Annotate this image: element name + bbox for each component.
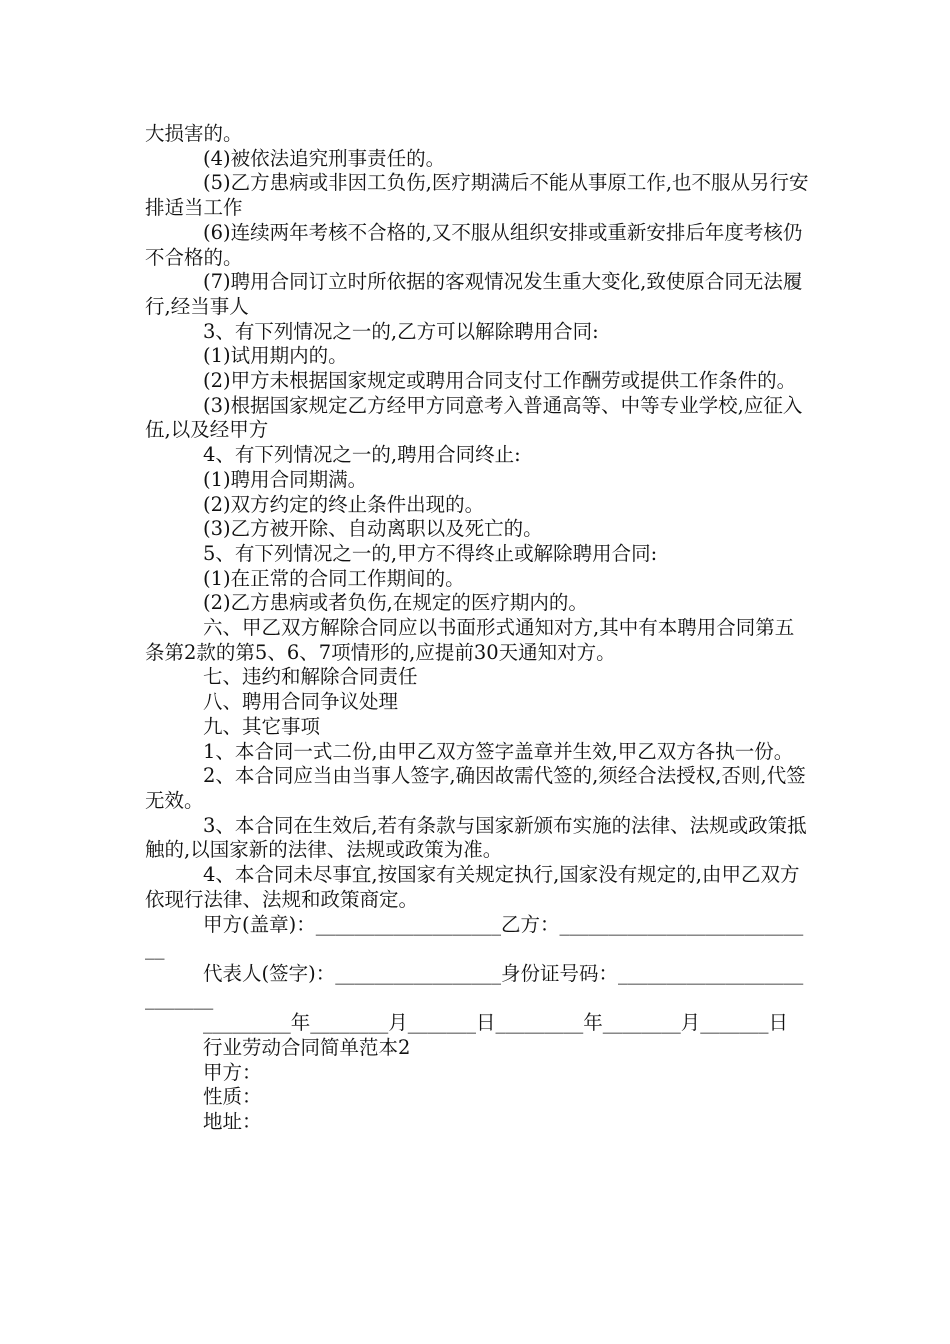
paragraph-20: 九、其它事项 bbox=[203, 714, 321, 738]
paragraph-19: 八、聘用合同争议处理 bbox=[203, 690, 399, 714]
paragraph-22: 2、本合同应当由当事人签字,确因故需代签的,须经合法授权,否则,代签无效。 bbox=[145, 764, 806, 812]
signature-representative-line: 代表人(签字)：_________________身份证号码：__________________________ bbox=[145, 961, 804, 1010]
paragraph-4: (6)连续两年考核不合格的,又不服从组织安排或重新安排后年度考核仍不合格的。 bbox=[145, 220, 803, 269]
paragraph-1: 大损害的。 bbox=[145, 122, 243, 145]
paragraph-2: (4)被依法追究刑事责任的。 bbox=[203, 146, 446, 170]
paragraph-5: (7)聘用合同订立时所依据的客观情况发生重大变化,致使原合同无法履行,经当事人 bbox=[145, 270, 803, 318]
paragraph-9: (3)根据国家规定乙方经甲方同意考入普通高等、中等专业学校,应征入伍,以及经甲方 bbox=[145, 393, 803, 442]
paragraph-14: 5、有下列情况之一的,甲方不得终止或解除聘用合同: bbox=[203, 541, 658, 565]
paragraph-18: 七、违约和解除合同责任 bbox=[203, 665, 418, 689]
paragraph-10: 4、有下列情况之一的,聘用合同终止: bbox=[203, 443, 521, 467]
paragraph-24: 4、本合同未尽事宜,按国家有关规定执行,国家没有规定的,由甲乙双方依现行法律、法规和政策商定。 bbox=[145, 863, 800, 911]
paragraph-7: (1)试用期内的。 bbox=[203, 344, 348, 368]
paragraph-11: (1)聘用合同期满。 bbox=[203, 467, 368, 491]
paragraph-3: (5)乙方患病或非因工负伤,医疗期满后不能从事原工作,也不服从另行安排适当工作 bbox=[145, 171, 809, 220]
paragraph-21: 1、本合同一式二份,由甲乙双方签字盖章并生效,甲乙双方各执一份。 bbox=[203, 739, 794, 763]
section-title: 行业劳动合同简单范本2 bbox=[203, 1036, 411, 1060]
paragraph-17: 六、甲乙双方解除合同应以书面形式通知对方,其中有本聘用合同第五条第2款的第5、6、7项情形的,应提前30天通知对方。 bbox=[145, 616, 795, 664]
signature-party-line: 甲方(盖章)：___________________乙方：___________________________ bbox=[145, 912, 804, 961]
party-a-label: 甲方： bbox=[203, 1060, 262, 1084]
paragraph-8: (2)甲方未根据国家规定或聘用合同支付工作酬劳或提供工作条件的。 bbox=[203, 369, 797, 393]
signature-date-line: _________年________月_______日_________年________月_______日 bbox=[203, 1011, 789, 1035]
paragraph-16: (2)乙方患病或者负伤,在规定的医疗期内的。 bbox=[203, 591, 588, 615]
address-label: 地址： bbox=[203, 1110, 262, 1134]
paragraph-15: (1)在正常的合同工作期间的。 bbox=[203, 566, 465, 590]
document-page bbox=[145, 122, 810, 1135]
paragraph-23: 3、本合同在生效后,若有条款与国家新颁布实施的法律、法规或政策抵触的,以国家新的法律、法规或政策为准。 bbox=[145, 813, 807, 862]
paragraph-6: 3、有下列情况之一的,乙方可以解除聘用合同: bbox=[203, 319, 599, 343]
paragraph-13: (3)乙方被开除、自动离职以及死亡的。 bbox=[203, 517, 543, 541]
paragraph-12: (2)双方约定的终止条件出现的。 bbox=[203, 492, 485, 516]
nature-label: 性质： bbox=[203, 1085, 262, 1109]
